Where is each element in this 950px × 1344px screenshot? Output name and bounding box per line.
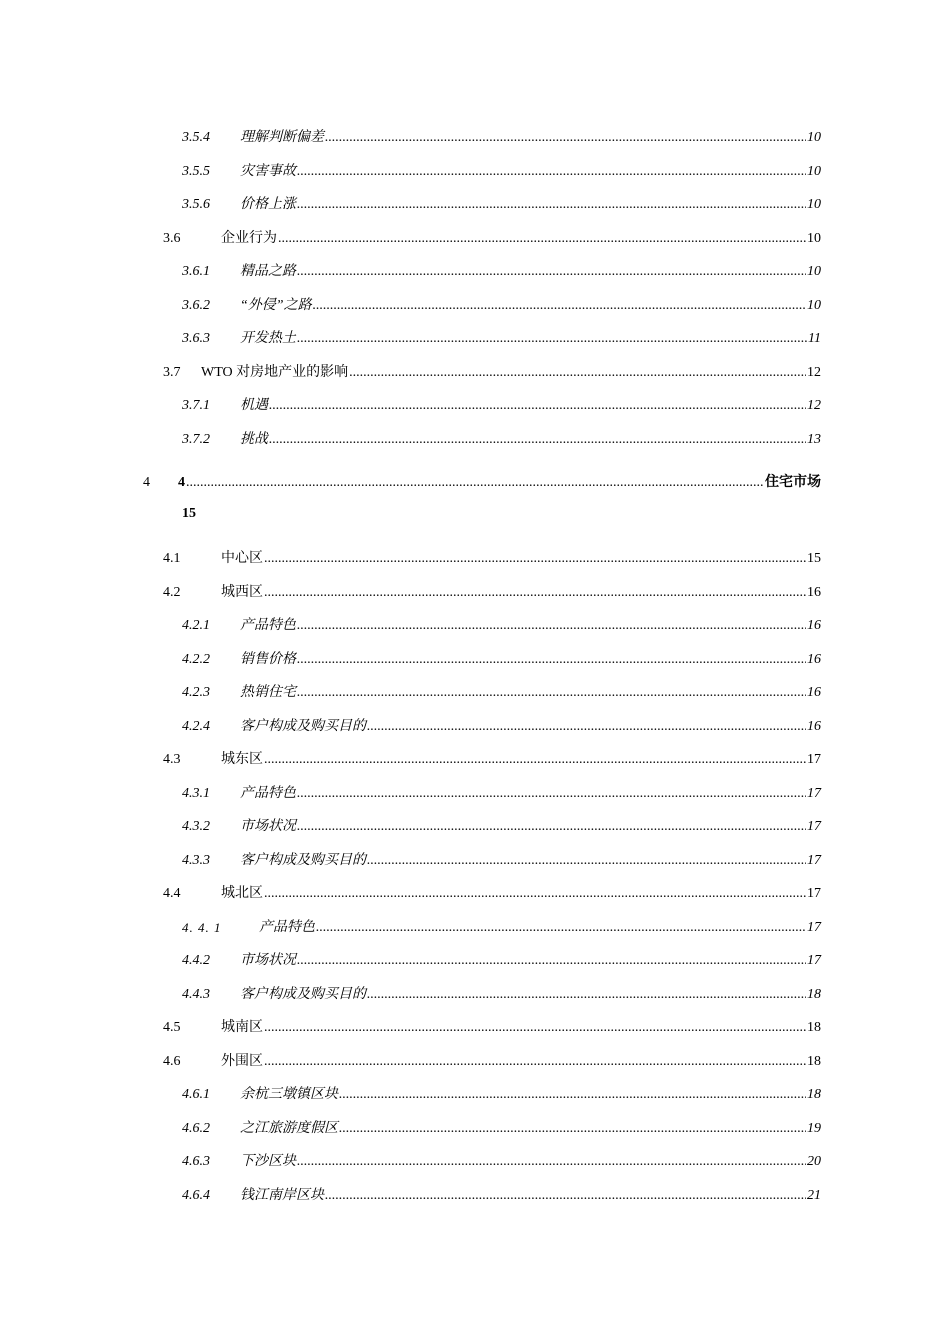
toc-entry-title: 外围区 (221, 1054, 263, 1069)
toc-entry[interactable] (182, 1185, 821, 1205)
toc-entry-title: 市场状况 (240, 953, 296, 968)
toc-entry-page: 10 (807, 130, 821, 145)
toc-entry-number: 3.6.2 (182, 298, 210, 313)
toc-chapter-entry[interactable] (143, 472, 821, 492)
toc-entry[interactable] (182, 1118, 821, 1138)
toc-entry-page: 17 (807, 953, 821, 968)
dot-leader (264, 1019, 806, 1037)
dot-leader (349, 364, 806, 382)
dot-leader (264, 1053, 806, 1071)
dot-leader (316, 919, 806, 937)
dot-leader (264, 885, 806, 903)
dot-leader (297, 196, 806, 214)
toc-entry-page: 18 (807, 1087, 821, 1102)
dot-leader (278, 230, 806, 248)
toc-entry-number: 4.4.2 (182, 953, 210, 968)
toc-entry-title: 之江旅游度假区 (240, 1121, 338, 1136)
toc-entry-number: 4.3.1 (182, 786, 210, 801)
toc-entry-title: “外侵”之路 (240, 298, 312, 313)
toc-entry[interactable] (182, 950, 821, 970)
toc-entry-number: 3.6.1 (182, 264, 210, 279)
toc-entry-title: 产品特色 (240, 786, 296, 801)
toc-chapter-number: 4 (143, 475, 150, 490)
toc-entry[interactable] (182, 194, 821, 214)
toc-entry-page: 16 (807, 685, 821, 700)
dot-leader (264, 550, 806, 568)
toc-entry-page: 18 (807, 1054, 821, 1069)
toc-entry[interactable] (182, 1084, 821, 1104)
dot-leader (313, 297, 806, 315)
dot-leader (339, 1120, 806, 1138)
toc-entry[interactable] (182, 429, 821, 449)
toc-entry[interactable] (163, 1017, 821, 1037)
toc-entry-page: 16 (807, 652, 821, 667)
toc-entry[interactable] (182, 161, 821, 181)
toc-entry-page: 10 (807, 164, 821, 179)
toc-entry-number: 4. 4. 1 (182, 920, 222, 935)
toc-entry-title: 销售价格 (240, 652, 296, 667)
toc-entry-title: 客户构成及购买目的 (240, 719, 366, 734)
dot-leader (269, 431, 806, 449)
toc-entry-title: 挑战 (240, 432, 268, 447)
toc-entry-title: 客户构成及购买目的 (240, 987, 366, 1002)
toc-entry[interactable] (182, 649, 821, 669)
toc-entry-page: 10 (807, 231, 821, 246)
toc-entry[interactable] (182, 716, 821, 736)
toc-entry-page: 20 (807, 1154, 821, 1169)
toc-entry-title: 下沙区块 (240, 1154, 296, 1169)
toc-entry-number: 4.4 (163, 886, 181, 901)
dot-leader (367, 852, 806, 870)
toc-entry-title: 价格上涨 (240, 197, 296, 212)
toc-entry-number: 3.5.4 (182, 130, 210, 145)
toc-entry-number: 3.6 (163, 231, 181, 246)
dot-leader (264, 584, 806, 602)
toc-entry-page: 21 (807, 1188, 821, 1203)
toc-entry[interactable] (163, 582, 821, 602)
toc-entry[interactable] (182, 295, 821, 315)
toc-entry[interactable] (182, 816, 821, 836)
dot-leader (367, 986, 806, 1004)
toc-entry-title: 市场状况 (240, 819, 296, 834)
toc-entry-number: 4.6 (163, 1054, 181, 1069)
toc-entry[interactable] (182, 395, 821, 415)
toc-entry-number: 3.5.5 (182, 164, 210, 179)
toc-entry[interactable] (182, 261, 821, 281)
dot-leader (297, 952, 806, 970)
toc-entry-number: 4.2.2 (182, 652, 210, 667)
toc-entry-title: 产品特色 (259, 920, 315, 935)
toc-entry-title: 灾害事故 (240, 164, 296, 179)
toc-entry[interactable] (163, 228, 821, 248)
toc-entry[interactable] (182, 615, 821, 635)
toc-entry-page: 15 (807, 551, 821, 566)
toc-entry-page: 17 (807, 752, 821, 767)
dot-leader (186, 474, 764, 492)
dot-leader (297, 1153, 806, 1171)
toc-entry-page: 10 (807, 298, 821, 313)
toc-entry-number: 4.6.3 (182, 1154, 210, 1169)
toc-entry-page: 17 (807, 819, 821, 834)
dot-leader (297, 651, 806, 669)
dot-leader (325, 129, 806, 147)
toc-entry-page: 18 (807, 987, 821, 1002)
toc-entry-title: 钱江南岸区块 (240, 1188, 324, 1203)
dot-leader (269, 397, 806, 415)
toc-chapter-number-bold: 4 (178, 475, 185, 490)
toc-entry-page: 12 (807, 398, 821, 413)
toc-entry-number: 3.7.2 (182, 432, 210, 447)
toc-entry-title: WTO 对房地产业的影响 (201, 365, 349, 380)
toc-entry[interactable] (182, 1151, 821, 1171)
toc-entry-title: 城西区 (221, 585, 263, 600)
toc-entry-number: 4.6.2 (182, 1121, 210, 1136)
toc-entry[interactable] (163, 749, 821, 769)
toc-entry[interactable] (163, 548, 821, 568)
toc-entry-page: 16 (807, 719, 821, 734)
dot-leader (297, 785, 806, 803)
toc-entry-number: 3.7 (163, 365, 181, 380)
toc-entry-number: 4.3 (163, 752, 181, 767)
toc-entry-number: 4.4.3 (182, 987, 210, 1002)
toc-entry[interactable] (182, 328, 821, 348)
dot-leader (297, 684, 806, 702)
toc-entry-page: 12 (807, 365, 821, 380)
toc-entry-page: 16 (807, 585, 821, 600)
toc-chapter-title: 住宅市场 (765, 475, 821, 490)
toc-entry-number: 4.5 (163, 1020, 181, 1035)
toc-entry-page: 17 (807, 886, 821, 901)
toc-entry-number: 4.3.2 (182, 819, 210, 834)
toc-entry-title: 城南区 (221, 1020, 263, 1035)
toc-entry-title: 开发热土 (240, 331, 296, 346)
toc-entry[interactable] (182, 850, 821, 870)
toc-entry-number: 3.7.1 (182, 398, 210, 413)
dot-leader (297, 617, 806, 635)
toc-entry-page: 18 (807, 1020, 821, 1035)
toc-entry-title: 精品之路 (240, 264, 296, 279)
toc-entry-title: 城东区 (221, 752, 263, 767)
dot-leader (297, 263, 806, 281)
toc-entry-number: 4.2.3 (182, 685, 210, 700)
toc-entry-number: 3.6.3 (182, 331, 210, 346)
toc-entry-number: 4.2.1 (182, 618, 210, 633)
toc-entry-number: 4.6.1 (182, 1087, 210, 1102)
toc-entry-number: 3.5.6 (182, 197, 210, 212)
toc-entry-number: 4.2.4 (182, 719, 210, 734)
toc-entry-number: 4.3.3 (182, 853, 210, 868)
toc-entry[interactable] (182, 917, 821, 937)
toc-entry-title: 余杭三墩镇区块 (240, 1087, 338, 1102)
toc-entry[interactable] (163, 362, 821, 382)
dot-leader (367, 718, 806, 736)
toc-entry-page: 11 (808, 331, 821, 346)
toc-entry-number: 4.6.4 (182, 1188, 210, 1203)
toc-chapter-page: 15 (182, 506, 196, 521)
toc-entry-page: 17 (807, 786, 821, 801)
toc-entry-page: 16 (807, 618, 821, 633)
toc-entry-title: 热销住宅 (240, 685, 296, 700)
toc-entry[interactable] (182, 984, 821, 1004)
toc-entry-title: 产品特色 (240, 618, 296, 633)
toc-entry[interactable] (182, 783, 821, 803)
toc-entry-page: 13 (807, 432, 821, 447)
toc-entry-title: 企业行为 (221, 231, 277, 246)
toc-entry-page: 17 (807, 853, 821, 868)
toc-entry[interactable] (163, 883, 821, 903)
dot-leader (325, 1187, 806, 1205)
toc-entry-page: 17 (807, 920, 821, 935)
toc-entry-page: 10 (807, 264, 821, 279)
toc-entry-title: 中心区 (221, 551, 263, 566)
dot-leader (297, 818, 806, 836)
toc-entry-title: 机遇 (240, 398, 268, 413)
toc-entry-page: 10 (807, 197, 821, 212)
toc-entry-number: 4.2 (163, 585, 181, 600)
toc-entry-title: 客户构成及购买目的 (240, 853, 366, 868)
toc-entry-title: 理解判断偏差 (240, 130, 324, 145)
toc-entry-page: 19 (807, 1121, 821, 1136)
toc-entry-title: 城北区 (221, 886, 263, 901)
dot-leader (339, 1086, 806, 1104)
dot-leader (297, 163, 806, 181)
dot-leader (297, 330, 807, 348)
toc-entry[interactable] (182, 127, 821, 147)
toc-entry[interactable] (182, 682, 821, 702)
toc-entry-number: 4.1 (163, 551, 181, 566)
toc-entry[interactable] (163, 1051, 821, 1071)
dot-leader (264, 751, 806, 769)
